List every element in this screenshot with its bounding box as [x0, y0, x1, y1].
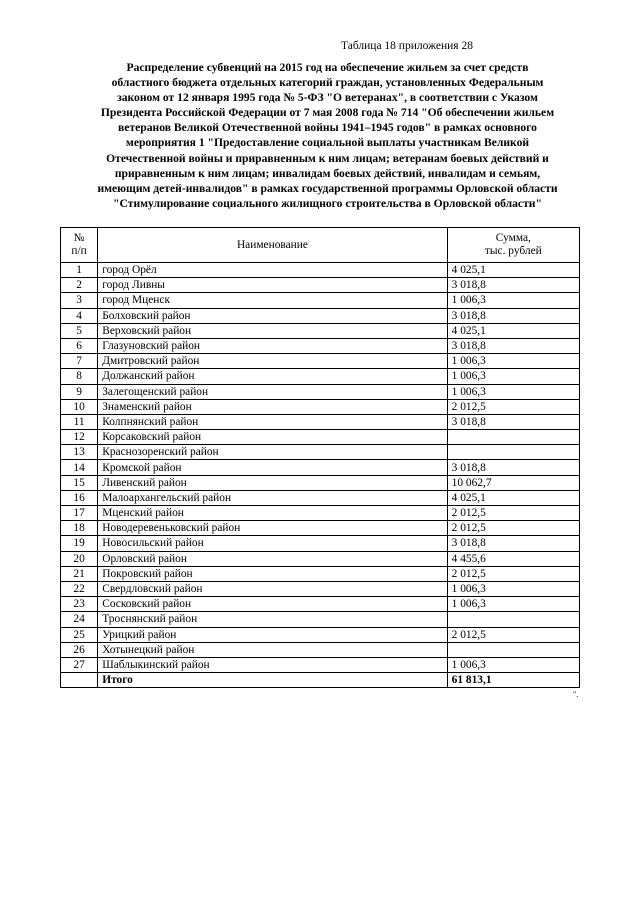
- table-row: [61, 338, 580, 353]
- row-name: Новосильский район: [98, 536, 447, 551]
- row-name: Покровский район: [98, 566, 447, 581]
- row-number: 26: [61, 642, 98, 657]
- row-name: Знаменский район: [98, 399, 447, 414]
- title-line: имеющим детей-инвалидов" в рамках государственной программы Орловской области: [97, 181, 558, 195]
- row-name: Шаблыкинский район: [98, 657, 447, 672]
- row-number: 21: [61, 566, 98, 581]
- row-number: 12: [61, 430, 98, 445]
- table-row: [61, 597, 580, 612]
- table-row: [61, 642, 580, 657]
- row-sum: 4 025,1: [447, 490, 579, 505]
- table-row: [61, 430, 580, 445]
- row-sum: 1 006,3: [447, 369, 579, 384]
- row-sum: [447, 612, 579, 627]
- document-title: [70, 60, 585, 211]
- table-reference: Таблица 18 приложения 28: [341, 40, 473, 52]
- row-name: Колпнянский район: [98, 414, 447, 429]
- row-name: город Мценск: [98, 293, 447, 308]
- title-line: приравненным к ним лицам; инвалидам боевых действий, инвалидам и семьям,: [114, 166, 541, 180]
- row-number: 16: [61, 490, 98, 505]
- row-sum: 3 018,8: [447, 278, 579, 293]
- table-row: [61, 384, 580, 399]
- row-sum: 2 012,5: [447, 506, 579, 521]
- row-number: 7: [61, 354, 98, 369]
- row-sum: 1 006,3: [447, 597, 579, 612]
- row-number: 9: [61, 384, 98, 399]
- row-name: Должанский район: [98, 369, 447, 384]
- total-row: [61, 673, 580, 688]
- row-number: 8: [61, 369, 98, 384]
- row-name: Сосковский район: [98, 597, 447, 612]
- title-line: ветеранов Великой Отечественной войны 1941–1945 годов" в рамках основного: [118, 121, 537, 135]
- table-row: [61, 293, 580, 308]
- title-line: Отечественной войны и приравненным к ним лицам; ветеранам боевых действий и: [106, 151, 549, 165]
- row-name: Орловский район: [98, 551, 447, 566]
- row-name: Верховский район: [98, 323, 447, 338]
- row-name: Малоархангельский район: [98, 490, 447, 505]
- row-sum: 1 006,3: [447, 354, 579, 369]
- row-number: 10: [61, 399, 98, 414]
- row-name: город Орёл: [98, 263, 447, 278]
- row-sum: [447, 445, 579, 460]
- row-name: Новодеревеньковский район: [98, 521, 447, 536]
- title-line: мероприятия 1 "Предоставление социальной выплаты участникам Великой: [125, 136, 530, 150]
- row-sum: 1 006,3: [447, 657, 579, 672]
- header-sum: Сумма, тыс. рублей: [447, 228, 579, 263]
- row-sum: 4 025,1: [447, 323, 579, 338]
- row-sum: 2 012,5: [447, 566, 579, 581]
- row-number: 25: [61, 627, 98, 642]
- subvention-table: [60, 227, 580, 688]
- row-sum: [447, 642, 579, 657]
- total-label: Итого: [98, 673, 447, 688]
- row-name: Урицкий район: [98, 627, 447, 642]
- row-number: 23: [61, 597, 98, 612]
- row-sum: 1 006,3: [447, 293, 579, 308]
- total-number: [61, 673, 98, 688]
- row-number: 17: [61, 506, 98, 521]
- table-row: [61, 475, 580, 490]
- table-row: [61, 369, 580, 384]
- row-sum: 3 018,8: [447, 308, 579, 323]
- row-name: Хотынецкий район: [98, 642, 447, 657]
- row-sum: 3 018,8: [447, 338, 579, 353]
- title-line: областного бюджета отдельных категорий граждан, установленных Федеральным: [111, 76, 544, 90]
- row-sum: 10 062,7: [447, 475, 579, 490]
- header-number: № п/п: [61, 228, 98, 263]
- table-row: [61, 551, 580, 566]
- row-number: 11: [61, 414, 98, 429]
- row-sum: 3 018,8: [447, 460, 579, 475]
- row-sum: 2 012,5: [447, 627, 579, 642]
- row-number: 4: [61, 308, 98, 323]
- row-number: 14: [61, 460, 98, 475]
- row-number: 20: [61, 551, 98, 566]
- table-row: [61, 536, 580, 551]
- table-row: [61, 445, 580, 460]
- row-sum: 2 012,5: [447, 521, 579, 536]
- table-row: [61, 399, 580, 414]
- table-row: [61, 521, 580, 536]
- row-sum: 3 018,8: [447, 536, 579, 551]
- row-number: 24: [61, 612, 98, 627]
- title-line: "Стимулирование социального жилищного строительства в Орловской области": [113, 196, 542, 210]
- row-number: 3: [61, 293, 98, 308]
- row-name: Свердловский район: [98, 581, 447, 596]
- table-row: [61, 612, 580, 627]
- row-number: 6: [61, 338, 98, 353]
- row-name: Залегощенский район: [98, 384, 447, 399]
- row-sum: 3 018,8: [447, 414, 579, 429]
- row-number: 13: [61, 445, 98, 460]
- row-name: Дмитровский район: [98, 354, 447, 369]
- header-name: Наименование: [98, 228, 447, 263]
- row-name: Троснянский район: [98, 612, 447, 627]
- row-number: 22: [61, 581, 98, 596]
- table-row: [61, 490, 580, 505]
- row-number: 5: [61, 323, 98, 338]
- title-line: законом от 12 января 1995 года № 5-ФЗ "О ветеранах", в соответствии с Указом: [117, 91, 538, 105]
- row-sum: 1 006,3: [447, 384, 579, 399]
- row-number: 15: [61, 475, 98, 490]
- row-name: Болховский район: [98, 308, 447, 323]
- table-row: [61, 278, 580, 293]
- row-number: 19: [61, 536, 98, 551]
- row-number: 18: [61, 521, 98, 536]
- table-row: [61, 506, 580, 521]
- table-row: [61, 627, 580, 642]
- row-sum: 2 012,5: [447, 399, 579, 414]
- table-row: [61, 323, 580, 338]
- table-row: [61, 581, 580, 596]
- table-header-row: [61, 228, 580, 263]
- row-sum: 4 025,1: [447, 263, 579, 278]
- table-row: [61, 263, 580, 278]
- row-number: 27: [61, 657, 98, 672]
- row-name: город Ливны: [98, 278, 447, 293]
- row-sum: [447, 430, 579, 445]
- row-name: Ливенский район: [98, 475, 447, 490]
- total-sum: 61 813,1: [447, 673, 579, 688]
- row-name: Глазуновский район: [98, 338, 447, 353]
- table-row: [61, 308, 580, 323]
- row-name: Корсаковский район: [98, 430, 447, 445]
- row-name: Кромской район: [98, 460, 447, 475]
- row-number: 2: [61, 278, 98, 293]
- table-row: [61, 566, 580, 581]
- row-sum: 1 006,3: [447, 581, 579, 596]
- row-sum: 4 455,6: [447, 551, 579, 566]
- row-number: 1: [61, 263, 98, 278]
- row-name: Краснозоренский район: [98, 445, 447, 460]
- table-row: [61, 354, 580, 369]
- table-body: [61, 263, 580, 688]
- table-row: [61, 460, 580, 475]
- table-row: [61, 414, 580, 429]
- closing-quote: ".: [573, 690, 579, 699]
- row-name: Мценский район: [98, 506, 447, 521]
- title-line: Распределение субвенций на 2015 год на обеспечение жильем за счет средств: [126, 61, 529, 74]
- table-row: [61, 657, 580, 672]
- title-line: Президента Российской Федерации от 7 мая 2008 года № 714 "Об обеспечении жильем: [100, 106, 555, 120]
